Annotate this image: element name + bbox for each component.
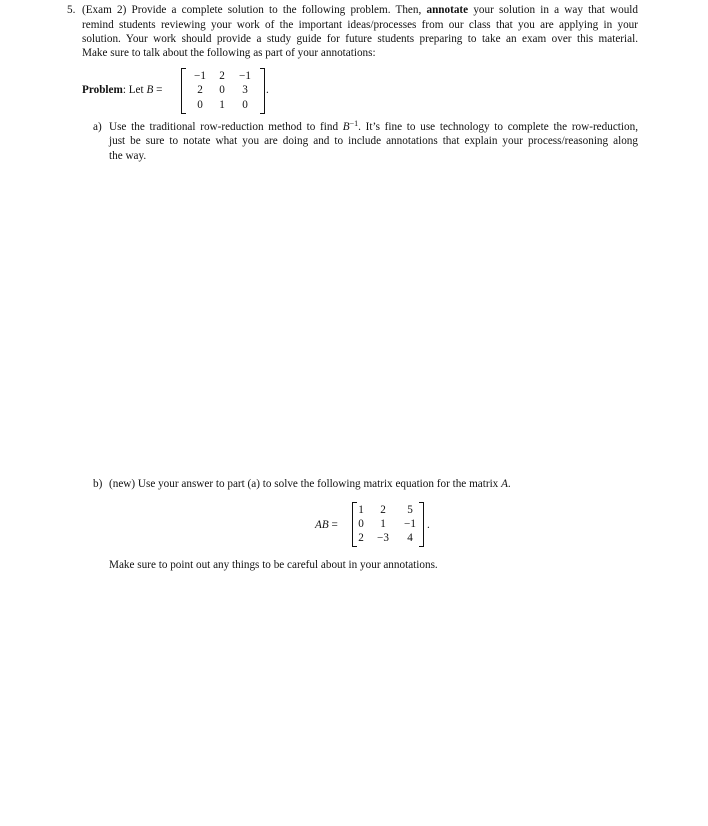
part-a-text-1b: . It’s fine to use technology to complete the row-reduction,: [358, 121, 639, 133]
matrix-b-cell: 1: [219, 99, 225, 111]
matrix-b-cell: −1: [239, 70, 251, 82]
intro-annotate-bold: annotate: [426, 4, 469, 16]
matrix-b-cell: 3: [242, 84, 248, 96]
problem-statement: [82, 83, 162, 97]
part-b-label: b): [93, 478, 103, 490]
intro-line-3: solution. Your work should provide a study guide for future students preparing to take an exam over this material.: [82, 33, 638, 45]
matrix-b-cell: 2: [197, 84, 203, 96]
matrix-b: [181, 68, 265, 114]
part-b-var: A: [501, 478, 508, 490]
matrix-rhs-cell: 5: [407, 504, 413, 516]
problem-number: 5.: [67, 4, 76, 16]
matrix-rhs-cell: 0: [358, 518, 364, 530]
matrix-rhs: [352, 502, 424, 547]
intro-text-1a: (Exam 2) Provide a complete solution to the following problem. Then,: [82, 4, 422, 16]
matrix-b-cell: 0: [219, 84, 225, 96]
part-a-var: B: [342, 121, 350, 133]
problem-let: : Let: [122, 84, 144, 96]
matrix-rhs-cell: 2: [358, 532, 364, 544]
matrix-b-cell: 0: [197, 99, 203, 111]
matrix-rhs-cell: 4: [407, 532, 413, 544]
equals-sign: =: [156, 84, 163, 96]
part-a-sup: −1: [349, 119, 359, 128]
equation-lhs: [315, 518, 338, 532]
equation-equals: =: [331, 519, 338, 531]
intro-text-1b: your solution in a way that would: [473, 4, 639, 16]
part-b-closing: Make sure to point out any things to be careful about in your annotations.: [109, 559, 438, 571]
matrix-rhs-cell: 2: [380, 504, 386, 516]
matrix-rhs-period: .: [427, 519, 430, 531]
problem-label: Problem: [82, 84, 123, 96]
intro-line-1: [82, 3, 638, 17]
part-b-text-1a: (new) Use your answer to part (a) to solve the following matrix equation for the matrix: [109, 478, 499, 490]
matrix-b-cell: −1: [194, 70, 206, 82]
matrix-rhs-cell: −1: [404, 518, 416, 530]
part-a-line-2: just be sure to notate what you are doing and to include annotations that explain your process/reasoning along: [109, 135, 638, 147]
part-b-text-1b: .: [507, 478, 511, 490]
intro-line-4: Make sure to talk about the following as part of your annotations:: [82, 47, 376, 59]
part-a-label: a): [93, 121, 102, 133]
matrix-rhs-cell: −3: [377, 532, 389, 544]
part-a-line-3: the way.: [109, 150, 147, 162]
matrix-rhs-cell: 1: [380, 518, 386, 530]
matrix-b-right-bracket: [260, 68, 265, 114]
part-b-line-1: [109, 477, 511, 491]
part-a-text-1a: Use the traditional row-reduction method to find: [109, 121, 339, 133]
part-a-b-inverse: [343, 121, 638, 133]
intro-line-2: remind students reviewing your work of the important ideas/processes from our class that you are applying in your: [82, 19, 638, 31]
equation-ab: AB: [315, 519, 329, 531]
matrix-b-left-bracket: [181, 68, 186, 114]
matrix-b-cell: 2: [219, 70, 225, 82]
part-a-line-1: [109, 120, 638, 134]
matrix-b-name: B: [146, 84, 154, 96]
matrix-b-cell: 0: [242, 99, 248, 111]
matrix-rhs-cell: 1: [358, 504, 364, 516]
matrix-b-period: .: [266, 84, 269, 96]
